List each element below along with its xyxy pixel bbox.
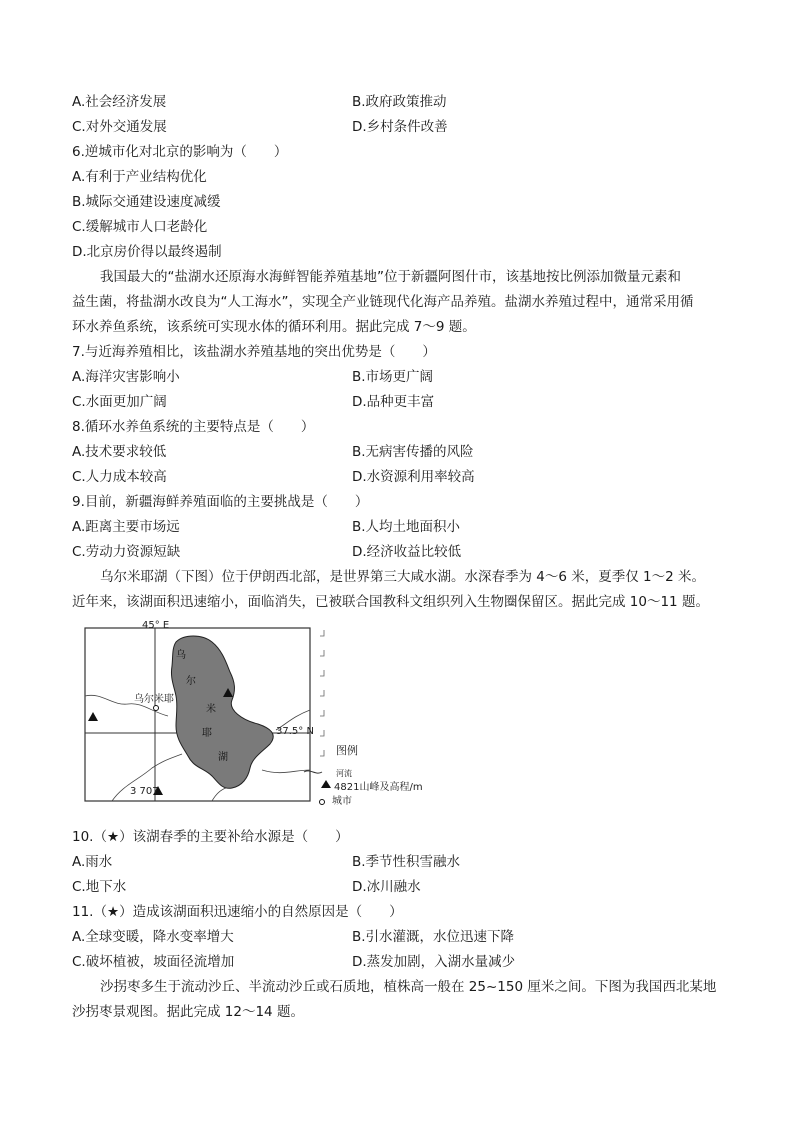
q10-option-c: C.地下水 — [72, 879, 127, 895]
q10-option-b: B.季节性积雪融水 — [352, 854, 461, 870]
q6-option-d: D.北京房价得以最终遏制 — [72, 244, 222, 260]
q7-option-d: D.品种更丰富 — [352, 394, 435, 410]
q11-stem: 11.（★）造成该湖面积迅速缩小的自然原因是（ ） — [72, 904, 403, 920]
q9-stem: 9.目前，新疆海鲜养殖面临的主要挑战是（ ） — [72, 494, 369, 510]
legend-river-symbol — [304, 771, 322, 773]
q8-option-c: C.人力成本较高 — [72, 469, 167, 485]
lake-char-1: 乌 — [176, 650, 186, 661]
q10-option-a: A.雨水 — [72, 854, 113, 870]
q5-option-c: C.对外交通发展 — [72, 119, 167, 135]
q6-option-c: C.缓解城市人口老龄化 — [72, 219, 208, 235]
q6-option-b: B.城际交通建设速度减缓 — [72, 194, 221, 210]
q9-option-d: D.经济收益比较低 — [352, 544, 462, 560]
passage1-line1: 我国最大的“盐湖水还原海水海鲜智能养殖基地”位于新疆阿图什市，该基地按比例添加微量元素和 — [100, 269, 681, 285]
q8-stem: 8.循环水养鱼系统的主要特点是（ ） — [72, 419, 315, 435]
q11-option-b: B.引水灌溉，水位迅速下降 — [352, 929, 515, 945]
passage2-line1: 乌尔米耶湖（下图）位于伊朗西北部，是世界第三大咸水湖。水深春季为 4～6 米，夏季仅 1～2 米。 — [100, 569, 706, 585]
q8-option-d: D.水资源利用率较高 — [352, 469, 475, 485]
passage3-line1: 沙拐枣多生于流动沙丘、半流动沙丘或石质地，植株高一般在 25~150 厘米之间。下图为我国西北某地 — [100, 979, 717, 995]
lake-char-3: 米 — [206, 704, 216, 715]
passage1-line3: 环水养鱼系统，该系统可实现水体的循环利用。据此完成 7～9 题。 — [72, 319, 476, 335]
passage2-line2: 近年来，该湖面积迅速缩小，面临消失，已被联合国教科文组织列入生物圈保留区。据此完成 10～11 题。 — [72, 594, 709, 610]
latitude-label: 37.5° N — [276, 726, 314, 737]
lake-char-2: 尔 — [186, 676, 196, 687]
q11-option-c: C.破坏植被，坡面径流增加 — [72, 954, 235, 970]
legend-peak-symbol — [321, 780, 331, 788]
q8-option-b: B.无病害传播的风险 — [352, 444, 474, 460]
q7-option-a: A.海洋灾害影响小 — [72, 369, 180, 385]
city-icon — [154, 706, 159, 711]
q11-option-d: D.蒸发加剧，入湖水量减少 — [352, 954, 516, 970]
q9-option-c: C.劳动力资源短缺 — [72, 544, 181, 560]
q11-option-a: A.全球变暖，降水变率增大 — [72, 929, 234, 945]
city-label: 乌尔米耶 — [134, 694, 174, 705]
lake-urmia-map — [72, 620, 472, 810]
river-south2 — [212, 788, 226, 801]
lake-char-4: 耶 — [202, 728, 212, 739]
legend-peak-label: 4821山峰及高程/m — [334, 782, 423, 793]
q5-option-b: B.政府政策推动 — [352, 94, 447, 110]
lake-shape — [171, 636, 273, 788]
legend-river-label: 河流 — [336, 769, 352, 778]
q5-option-d: D.乡村条件改善 — [352, 119, 448, 135]
peak-icon-2 — [88, 712, 98, 721]
lake-char-5: 湖 — [218, 752, 228, 763]
q9-option-b: B.人均土地面积小 — [352, 519, 461, 535]
q9-option-a: A.距离主要市场远 — [72, 519, 180, 535]
q10-option-d: D.冰川融水 — [352, 879, 421, 895]
longitude-label: 45° E — [142, 620, 170, 631]
legend-city-symbol — [320, 800, 325, 805]
passage1-line2: 益生菌，将盐湖水改良为“人工海水”，实现全产业链现代化海产品养殖。盐湖水养殖过程中，通常采用循 — [72, 294, 694, 310]
q7-option-b: B.市场更广阔 — [352, 369, 434, 385]
edge-marks — [320, 630, 324, 756]
river-southeast — [262, 770, 310, 773]
q7-stem: 7.与近海养殖相比，该盐湖水养殖基地的突出优势是（ ） — [72, 344, 436, 360]
q10-stem: 10.（★）该湖春季的主要补给水源是（ ） — [72, 829, 349, 845]
q5-option-a: A.社会经济发展 — [72, 94, 167, 110]
passage3-line2: 沙拐枣景观图。据此完成 12～14 题。 — [72, 1004, 304, 1020]
peak-elevation-label: 3 707 — [130, 786, 159, 797]
legend-title: 图例 — [336, 744, 358, 757]
q6-stem: 6.逆城市化对北京的影响为（ ） — [72, 144, 288, 160]
legend-city-label: 城市 — [332, 796, 352, 807]
q7-option-c: C.水面更加广阔 — [72, 394, 167, 410]
q8-option-a: A.技术要求较低 — [72, 444, 167, 460]
q6-option-a: A.有利于产业结构优化 — [72, 169, 207, 185]
